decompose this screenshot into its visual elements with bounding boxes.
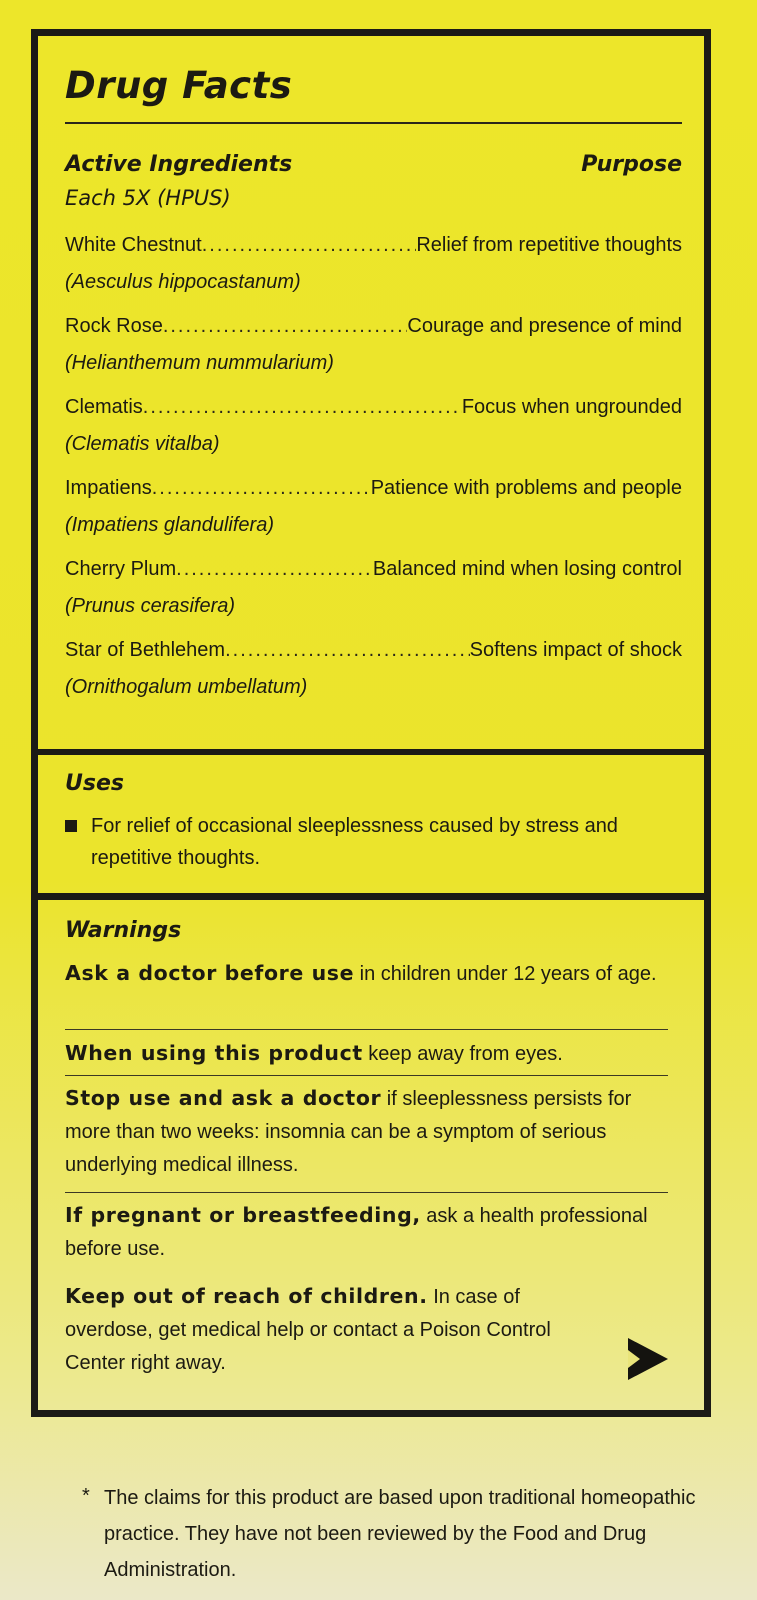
uses-box — [38, 749, 704, 912]
uses-item — [65, 810, 664, 874]
warning-ask-doctor — [65, 957, 668, 991]
ingredient-row — [65, 477, 682, 558]
warning-keep-out-bold: Keep out of reach of children. — [65, 1284, 428, 1308]
ingredient-purpose: Softens impact of shock — [469, 639, 682, 661]
warning-ask-doctor-text: in children under 12 years of age. — [354, 963, 657, 985]
active-ingredients-heading: Active Ingredients — [65, 152, 293, 177]
warning-stop-use-bold: Stop use and ask a doctor — [65, 1086, 382, 1110]
ingredient-latin-name: (Clematis vitalba) — [65, 433, 220, 455]
warning-when-using-bold: When using this product — [65, 1041, 363, 1065]
warning-when-using — [65, 1037, 668, 1071]
ingredient-purpose: Patience with problems and people — [370, 477, 682, 499]
ingredient-name: White Chestnut — [65, 234, 202, 256]
active-ingredients-header — [65, 152, 682, 182]
warning-divider — [65, 1075, 668, 1076]
ingredient-row — [65, 558, 682, 639]
dot-leader — [152, 477, 371, 500]
warning-pregnant-bold: If pregnant or breastfeeding, — [65, 1203, 421, 1227]
ingredient-purpose: Relief from repetitive thoughts — [416, 234, 682, 256]
uses-text: For relief of occasional sleeplessness caused by stress and repetitive thoughts. — [91, 815, 618, 869]
ingredient-purpose: Courage and presence of mind — [407, 315, 682, 337]
ingredient-name: Star of Bethlehem — [65, 639, 226, 661]
ingredient-name: Clematis — [65, 396, 143, 418]
warning-pregnant — [65, 1199, 668, 1266]
warning-pregnant-text: ask a health professional before use. — [65, 1205, 648, 1260]
uses-heading: Uses — [65, 771, 124, 796]
dot-leader — [143, 396, 462, 419]
warnings-box — [38, 893, 704, 1410]
warning-stop-use — [65, 1082, 668, 1182]
warning-when-using-text: keep away from eyes. — [362, 1043, 563, 1065]
ingredient-name: Impatiens — [65, 477, 152, 499]
warning-divider — [65, 1029, 668, 1030]
potency-subheading: Each 5X (HPUS) — [65, 186, 231, 210]
disclaimer-footnote — [82, 1480, 706, 1588]
warning-keep-out-text: In case of overdose, get medical help or contact a Poison Control Center right away. — [65, 1286, 551, 1374]
dot-leader — [202, 234, 417, 257]
title-divider — [65, 122, 682, 124]
ingredient-name: Rock Rose — [65, 315, 163, 337]
dot-leader — [225, 639, 470, 662]
ingredient-latin-name: (Aesculus hippocastanum) — [65, 271, 301, 293]
ingredient-list — [65, 234, 682, 720]
active-ingredients-box — [38, 36, 704, 738]
dot-leader — [163, 315, 408, 338]
ingredient-purpose: Balanced mind when losing control — [372, 558, 682, 580]
ingredient-latin-name: (Prunus cerasifera) — [65, 595, 236, 617]
warning-ask-doctor-bold: Ask a doctor before use — [65, 961, 355, 985]
warnings-heading: Warnings — [65, 918, 182, 943]
drug-facts-title: Drug Facts — [65, 64, 293, 107]
asterisk: * — [82, 1485, 90, 1507]
warning-stop-use-text: if sleeplessness persists for more than two weeks: insomnia can be a symptom of serious underlying medical illness. — [65, 1088, 632, 1176]
drug-facts-panel — [31, 29, 711, 1417]
purpose-heading: Purpose — [581, 152, 682, 177]
ingredient-row — [65, 396, 682, 477]
ingredient-row — [65, 639, 682, 720]
ingredient-name: Cherry Plum — [65, 558, 177, 580]
dot-leader — [176, 558, 373, 581]
warning-divider — [65, 1192, 668, 1193]
continue-arrow-icon — [628, 1338, 668, 1380]
ingredient-purpose: Focus when ungrounded — [461, 396, 682, 418]
ingredient-latin-name: (Impatiens glandulifera) — [65, 514, 274, 536]
square-bullet-icon — [65, 820, 77, 832]
disclaimer-text: The claims for this product are based upon traditional homeopathic practice. They have not been reviewed by the Food and Drug Administration. — [104, 1487, 696, 1581]
ingredient-latin-name: (Helianthemum nummularium) — [65, 352, 334, 374]
ingredient-row — [65, 234, 682, 315]
ingredient-latin-name: (Ornithogalum umbellatum) — [65, 676, 308, 698]
ingredient-row — [65, 315, 682, 396]
warning-keep-out — [65, 1280, 594, 1380]
